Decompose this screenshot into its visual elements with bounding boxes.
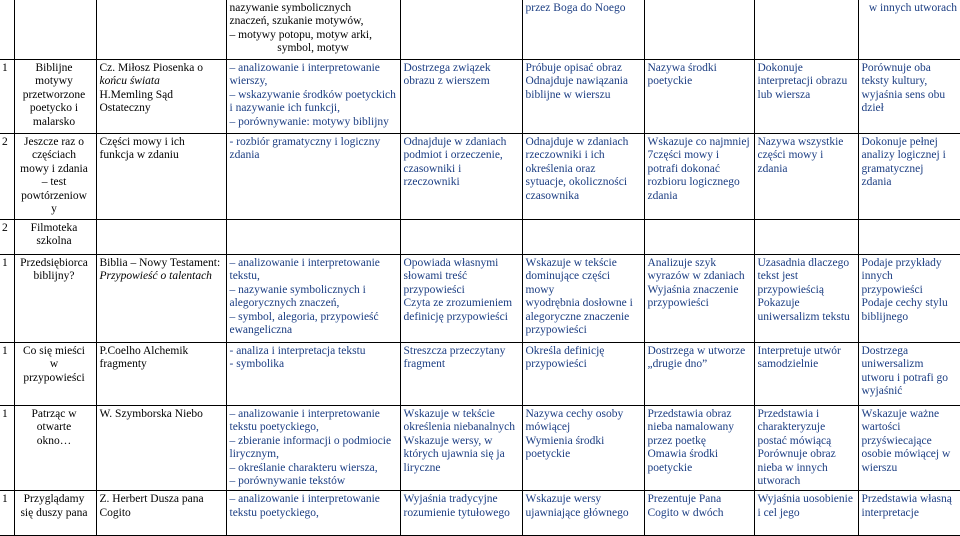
level-4-cell: Przedstawia i charakteryzuje postać mówiącą Porównuje obraz nieba w innych utworach <box>754 406 858 491</box>
lesson-count-cell: 1 <box>0 491 14 536</box>
level-5-cell <box>858 220 960 255</box>
level-2-cell: Określa definicję przypowieści <box>522 343 644 406</box>
header-goal-cell: nazywanie symbolicznych znaczeń, szukanie motywów, – motywy potopu, motyw arki, symbol, motyw <box>226 0 400 60</box>
level-4-cell: Uzasadnia dlaczego tekst jest przypowieścią Pokazuje uniwersalizm tekstu <box>754 255 858 343</box>
level-5-cell: Porównuje oba teksty kultury, wyjaśnia sens obu dzieł <box>858 60 960 134</box>
goals-cell: - analiza i interpretacja tekstu - symbolika <box>226 343 400 406</box>
level-4-cell: Dokonuje interpretacji obrazu lub wiersza <box>754 60 858 134</box>
level-1-cell: Dostrzega związek obrazu z wierszem <box>400 60 522 134</box>
lesson-count-cell: 2 <box>0 134 14 220</box>
level-2-cell: Próbuje opisać obraz Odnajduje nawiązania biblijne w wierszu <box>522 60 644 134</box>
level-3-cell: Wskazuje co najmniej 7części mowy i potrafi dokonać rozbioru logicznego zdania <box>644 134 754 220</box>
lesson-count-cell: 1 <box>0 406 14 491</box>
table-row <box>0 220 960 255</box>
level-5-cell: Podaje przykłady innych przypowieści Podaje cechy stylu biblijnego <box>858 255 960 343</box>
topic-cell: Przyglądamy się duszy pana <box>14 491 96 536</box>
level-3-cell: Analizuje szyk wyrazów w zdaniach Wyjaśnia znaczenie przypowieści <box>644 255 754 343</box>
text-cell <box>96 220 226 255</box>
level-1-cell: Wskazuje w tekście określenia niebanalnych Wskazuje wersy, w których ujawnia się ja liryczne <box>400 406 522 491</box>
header-row <box>0 0 960 60</box>
topic-cell: Co się mieści w przypowieści <box>14 343 96 406</box>
level-1-cell: Wyjaśnia tradycyjne rozumienie tytułowego <box>400 491 522 536</box>
topic-cell: Filmoteka szkolna <box>14 220 96 255</box>
table-row <box>0 134 960 220</box>
level-1-cell <box>400 220 522 255</box>
level-3-cell: Nazywa środki poetyckie <box>644 60 754 134</box>
topic-cell: Przedsiębiorca biblijny? <box>14 255 96 343</box>
level-1-cell: Opowiada własnymi słowami treść przypowieści Czyta ze zrozumieniem definicję przypowieści <box>400 255 522 343</box>
table-row <box>0 343 960 406</box>
level-2-cell: Wskazuje wersy ujawniające głównego <box>522 491 644 536</box>
topic-cell: Patrząc w otwarte okno… <box>14 406 96 491</box>
goals-cell: – analizowanie i interpretowanie tekstu, – nazywanie symbolicznych i alegorycznych znaczeń, – symbol, alegoria, przypowieść ewangeliczna <box>226 255 400 343</box>
level-3-cell <box>644 220 754 255</box>
goals-cell <box>226 220 400 255</box>
level-1-cell: Streszcza przeczytany fragment <box>400 343 522 406</box>
goals-cell: - rozbiór gramatyczny i logiczny zdania <box>226 134 400 220</box>
text-cell: W. Szymborska Niebo <box>96 406 226 491</box>
level-5-cell: Przedstawia własną interpretacje <box>858 491 960 536</box>
lesson-count-cell: 1 <box>0 343 14 406</box>
text-cell: Z. Herbert Dusza pana Cogito <box>96 491 226 536</box>
goals-cell: – analizowanie i interpretowanie tekstu poetyckiego, <box>226 491 400 536</box>
level-2-cell <box>522 220 644 255</box>
level-3-cell: Dostrzega w utworze „drugie dno” <box>644 343 754 406</box>
table-row <box>0 406 960 491</box>
level-3-cell: Przedstawia obraz nieba namalowany przez poetkę Omawia środki poetyckie <box>644 406 754 491</box>
level-5-cell: Wskazuje ważne wartości przyświecające osobie mówiącej w wierszu <box>858 406 960 491</box>
text-cell: Cz. Miłosz Piosenka o końcu świata H.Memling Sąd Ostateczny <box>96 60 226 134</box>
topic-cell: Jeszcze raz o częściach mowy i zdania – test powtórzeniow y <box>14 134 96 220</box>
text-cell: Biblia – Nowy Testament: Przypowieść o talentach <box>96 255 226 343</box>
goals-cell: – analizowanie i interpretowanie wierszy, – wskazywanie środków poetyckich i nazywanie ich funkcji, – porównywanie: motywy biblijny <box>226 60 400 134</box>
text-cell: Części mowy i ich funkcja w zdaniu <box>96 134 226 220</box>
level-1-cell: Odnajduje w zdaniach podmiot i orzeczenie, czasowniki i rzeczowniki <box>400 134 522 220</box>
header-lvl5-cell: w innych utworach <box>858 0 960 60</box>
text-cell: P.Coelho Alchemik fragmenty <box>96 343 226 406</box>
lesson-count-cell: 2 <box>0 220 14 255</box>
level-2-cell: Nazywa cechy osoby mówiącej Wymienia środki poetyckie <box>522 406 644 491</box>
table-row <box>0 491 960 536</box>
level-5-cell: Dokonuje pełnej analizy logicznej i gramatycznej zdania <box>858 134 960 220</box>
level-5-cell: Dostrzega uniwersalizm utworu i potrafi go wyjaśnić <box>858 343 960 406</box>
topic-cell: Biblijne motywy przetworzone poetycko i malarsko <box>14 60 96 134</box>
table-row <box>0 60 960 134</box>
level-4-cell <box>754 220 858 255</box>
level-4-cell: Wyjaśnia uosobienie i cel jego <box>754 491 858 536</box>
lesson-count-cell: 1 <box>0 60 14 134</box>
level-2-cell: Wskazuje w tekście dominujące części mowy wyodrębnia dosłowne i alegoryczne znaczenie przypowieści <box>522 255 644 343</box>
level-2-cell: Odnajduje w zdaniach rzeczowniki i ich określenia oraz sytuacje, okoliczności czasownika <box>522 134 644 220</box>
level-4-cell: Interpretuje utwór samodzielnie <box>754 343 858 406</box>
level-4-cell: Nazywa wszystkie części mowy i zdania <box>754 134 858 220</box>
header-lvl2-cell: przez Boga do Noego <box>522 0 644 60</box>
table-row <box>0 255 960 343</box>
goals-cell: – analizowanie i interpretowanie tekstu poetyckiego, – zbieranie informacji o podmiocie lirycznym, – określanie charakteru wiersza, – porównywanie tekstów <box>226 406 400 491</box>
lesson-count-cell: 1 <box>0 255 14 343</box>
level-3-cell: Prezentuje Pana Cogito w dwóch <box>644 491 754 536</box>
